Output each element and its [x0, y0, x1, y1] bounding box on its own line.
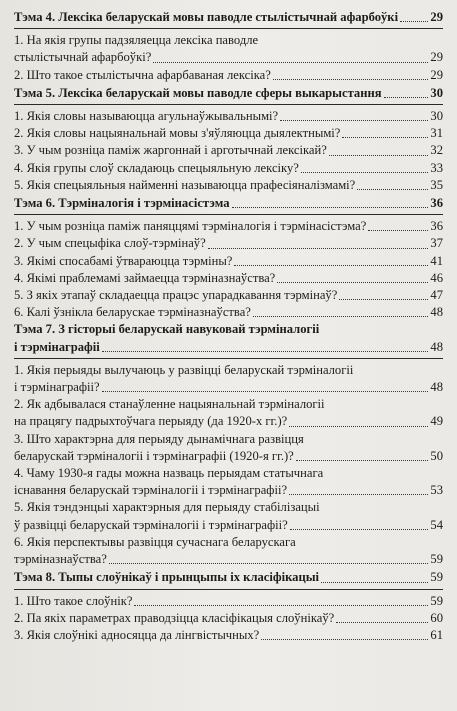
toc-entry[interactable]	[14, 108, 443, 125]
section-divider	[14, 589, 443, 590]
toc-entry[interactable]	[14, 125, 443, 142]
dot-leader	[234, 265, 428, 266]
entry-text-line: 5. З якіх этапаў складаецца працэс упарадкавання тэрмінаў?	[14, 288, 338, 303]
section-heading-title: Тэма 5. Лексіка беларускай мовы паводле сферы выкарыстання	[14, 85, 382, 100]
page-number: 48	[430, 380, 443, 395]
section-heading[interactable]	[14, 569, 443, 586]
entry-text-line: 1. У чым розніца паміж паняццямі тэрміналогія і тэрмінасістэма?	[14, 219, 367, 234]
dot-leader	[109, 563, 429, 564]
dot-leader	[290, 529, 429, 530]
dot-leader	[301, 172, 429, 173]
dot-leader	[102, 391, 429, 392]
section-heading[interactable]	[14, 9, 443, 26]
section-divider	[14, 28, 443, 29]
toc-section-topic-6	[14, 195, 443, 321]
dot-leader	[253, 316, 429, 317]
entry-text-line: беларускай тэрміналогіі і тэрмінаграфіі (1920-я гг.)?	[14, 448, 294, 463]
entry-text-line: 2. У чым спецыфіка слоў-тэрмінаў?	[14, 236, 206, 251]
toc-entry[interactable]	[14, 160, 443, 177]
entry-text-line: 1. Якія словы называюцца агульнаўжывальнымі?	[14, 109, 279, 124]
section-heading-title: Тэма 7. З гісторыі беларускай навуковай тэрміналогіі	[14, 322, 320, 337]
dot-leader	[261, 639, 428, 640]
page-number: 54	[430, 517, 443, 532]
dot-leader	[232, 207, 429, 208]
page-number: 36	[430, 219, 443, 234]
entry-text-line: 5. Якія тэндэнцыі характэрныя для перыяду стабілізацыі	[14, 500, 320, 515]
page-number: 33	[430, 160, 443, 175]
section-heading-title: Тэма 4. Лексіка беларускай мовы паводле стылістычнай афарбоўкі	[14, 10, 399, 24]
section-divider	[14, 214, 443, 215]
page-number: 59	[430, 593, 443, 608]
page-number: 59	[430, 552, 443, 567]
section-heading[interactable]	[14, 321, 443, 355]
dot-leader	[336, 622, 428, 623]
dot-leader	[321, 582, 428, 583]
dot-leader	[153, 62, 428, 63]
page-number: 32	[430, 143, 443, 158]
entry-text-line: стылістычнай афарбоўкі?	[14, 50, 152, 65]
toc-entry[interactable]	[14, 235, 443, 252]
entry-text-line: 1. Што такое слоўнік?	[14, 593, 133, 608]
toc-entry[interactable]	[14, 499, 443, 533]
section-heading-title: Тэма 6. Тэрміналогія і тэрмінасістэма	[14, 196, 230, 211]
entry-text-line: ў развіцці беларускай тэрміналогіі і тэрмінаграфіі?	[14, 517, 288, 532]
toc-entry[interactable]	[14, 627, 443, 644]
toc-section-topic-5	[14, 85, 443, 194]
page-number: 46	[430, 270, 443, 285]
entry-text-line: існавання беларускай тэрміналогіі і тэрмінаграфіі?	[14, 483, 288, 498]
entry-text-line: 4. Чаму 1930-я гады можна назваць перыядам статычнага	[14, 466, 324, 481]
entry-text-line: 1. На якія групы падзяляецца лексіка паводле	[14, 33, 259, 48]
dot-leader	[280, 120, 428, 121]
dot-leader	[400, 21, 428, 22]
dot-leader	[339, 299, 428, 300]
toc-entry[interactable]	[14, 304, 443, 321]
toc-entry[interactable]	[14, 177, 443, 194]
entry-text-line: 3. Якімі спосабамі ўтвараюцца тэрміны?	[14, 253, 233, 268]
page-number: 30	[430, 85, 443, 100]
dot-leader	[289, 494, 428, 495]
section-heading-title: і тэрмінаграфіі	[14, 339, 100, 354]
section-heading[interactable]	[14, 195, 443, 212]
dot-leader	[368, 230, 428, 231]
page-number: 36	[430, 196, 443, 211]
entry-text-line: 4. Якія групы слоў складаюць спецыяльную лексіку?	[14, 160, 299, 175]
toc-entry[interactable]	[14, 431, 443, 465]
dot-leader	[289, 426, 428, 427]
toc-section-topic-4	[14, 9, 443, 84]
entry-text-line: 6. Якія перспектывы развіцця сучаснага беларускага	[14, 534, 296, 549]
entry-text-line: 3. Якія слоўнікі адносяцца да лінгвістычных?	[14, 627, 260, 642]
toc-entry[interactable]	[14, 593, 443, 610]
entry-text-line: 1. Якія перыяды вылучаюць у развіцці беларускай тэрміналогіі	[14, 362, 354, 377]
toc-entry[interactable]	[14, 32, 443, 66]
toc-section-topic-8	[14, 569, 443, 644]
page-number: 50	[430, 448, 443, 463]
toc-entry[interactable]	[14, 362, 443, 396]
page-number: 29	[430, 67, 443, 82]
section-heading-title: Тэма 8. Тыпы слоўнікаў і прынцыпы іх класіфікацыі	[14, 570, 320, 585]
toc-entry[interactable]	[14, 287, 443, 304]
section-heading[interactable]	[14, 85, 443, 102]
page-number: 47	[430, 288, 443, 303]
dot-leader	[208, 248, 429, 249]
page-number: 60	[430, 610, 443, 625]
dot-leader	[296, 460, 429, 461]
dot-leader	[329, 155, 429, 156]
entry-text-line: 2. Якія словы нацыянальнай мовы з'яўляюцца дыялектнымі?	[14, 126, 341, 141]
page-number: 37	[430, 236, 443, 251]
dot-leader	[273, 79, 429, 80]
page-number: 30	[430, 109, 443, 124]
toc-entry[interactable]	[14, 142, 443, 159]
dot-leader	[134, 605, 428, 606]
entry-text-line: 2. Па якіх параметрах праводзіцца класіфікацыя слоўнікаў?	[14, 610, 335, 625]
page-number: 48	[430, 339, 443, 354]
page-number: 53	[430, 483, 443, 498]
toc-entry[interactable]	[14, 534, 443, 568]
entry-text-line: 3. У чым розніца паміж жаргоннай і арготычнай лексікай?	[14, 143, 327, 158]
toc-entry[interactable]	[14, 253, 443, 270]
dot-leader	[342, 137, 428, 138]
entry-text-line: тэрміназнаўства?	[14, 552, 107, 567]
toc-entry[interactable]	[14, 218, 443, 235]
dot-leader	[384, 97, 429, 98]
section-divider	[14, 104, 443, 105]
page-number: 49	[430, 414, 443, 429]
entry-text-line: 2. Што такое стылістычна афарбаваная лексіка?	[14, 67, 271, 82]
page-number: 35	[430, 177, 443, 192]
entry-text-line: 2. Як адбывалася станаўленне нацыянальнай тэрміналогіі	[14, 397, 325, 412]
page-number: 29	[430, 50, 443, 65]
section-divider	[14, 358, 443, 359]
dot-leader	[102, 351, 429, 352]
dot-leader	[357, 189, 428, 190]
toc-section-topic-7	[14, 321, 443, 568]
page-number: 29	[430, 10, 443, 24]
page-number: 48	[430, 305, 443, 320]
entry-text-line: на працягу падрыхтоўчага перыяду (да 1920-х гг.)?	[14, 414, 288, 429]
toc-entry[interactable]	[14, 610, 443, 627]
entry-text-line: 4. Якімі праблемамі займаецца тэрміназнаўства?	[14, 270, 276, 285]
entry-text-line: 3. Што характэрна для перыяду дынамічнага развіцця	[14, 431, 304, 446]
toc-entry[interactable]	[14, 67, 443, 84]
entry-text-line: 5. Якія спецыяльныя найменні называюцца прафесіяналізмамі?	[14, 177, 356, 192]
page-number: 41	[430, 253, 443, 268]
entry-text-line: 6. Калі ўзнікла беларускае тэрміназнаўства?	[14, 305, 251, 320]
page-number: 61	[430, 627, 443, 642]
page-number: 31	[430, 126, 443, 141]
toc-entry[interactable]	[14, 396, 443, 430]
entry-text-line: і тэрмінаграфіі?	[14, 380, 100, 395]
page-number: 59	[430, 570, 443, 585]
toc-entry[interactable]	[14, 465, 443, 499]
dot-leader	[277, 282, 428, 283]
toc-entry[interactable]	[14, 270, 443, 287]
